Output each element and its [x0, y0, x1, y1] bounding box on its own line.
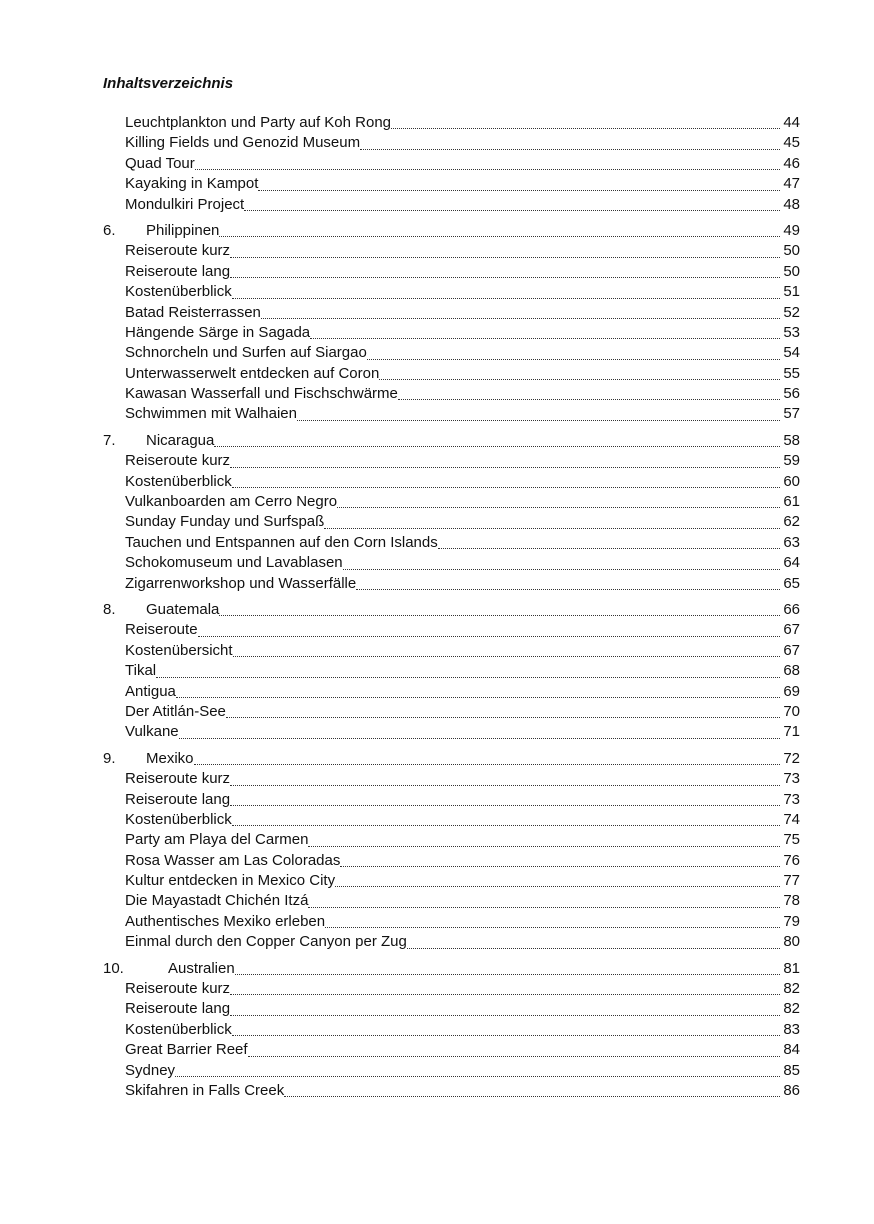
entry-title: Reiseroute kurz — [125, 770, 231, 788]
page-number: 62 — [783, 513, 800, 531]
entry-title: Kostenüberblick — [125, 472, 232, 490]
page-number: 59 — [783, 452, 800, 470]
page-number: 69 — [783, 682, 800, 700]
dot-leader — [324, 512, 780, 528]
entry-title: Kostenüberblick — [125, 1020, 232, 1038]
dot-leader — [230, 262, 780, 278]
page-number: 64 — [783, 554, 800, 572]
dot-leader — [230, 451, 780, 467]
entry-title: Kayaking in Kampot — [125, 175, 259, 193]
toc-section — [0, 600, 874, 743]
page-number: 68 — [783, 662, 800, 680]
toc-entry[interactable] — [125, 979, 800, 999]
page-number: 67 — [783, 621, 800, 639]
toc-entry[interactable] — [125, 492, 800, 512]
toc-chapter-entry[interactable] — [103, 749, 800, 769]
toc-entry[interactable] — [125, 174, 800, 194]
chapter-title: Nicaragua — [146, 431, 215, 449]
page-number: 72 — [783, 749, 800, 767]
page-number: 54 — [783, 344, 800, 362]
page-number: 74 — [783, 810, 800, 828]
dot-leader — [325, 912, 780, 928]
dot-leader — [438, 533, 780, 549]
entry-title: Unterwasserwelt entdecken auf Coron — [125, 364, 380, 382]
entry-title: Authentisches Mexiko erleben — [125, 912, 326, 930]
dot-leader — [230, 999, 780, 1015]
toc-section — [0, 221, 874, 425]
dot-leader — [175, 1061, 780, 1077]
dot-leader — [367, 343, 780, 359]
dot-leader — [284, 1081, 780, 1097]
page-number: 63 — [783, 533, 800, 551]
chapter-number: 6. — [103, 221, 116, 239]
entry-title: Reiseroute — [125, 621, 198, 639]
dot-leader — [343, 553, 780, 569]
toc-entry[interactable] — [125, 999, 800, 1019]
toc-entry[interactable] — [125, 1020, 800, 1040]
toc-entry[interactable] — [125, 303, 800, 323]
toc-entry[interactable] — [125, 262, 800, 282]
toc-entry[interactable] — [125, 451, 800, 471]
toc-entry[interactable] — [125, 790, 800, 810]
page-number: 82 — [783, 980, 800, 998]
toc-entry[interactable] — [125, 769, 800, 789]
toc-entry[interactable] — [125, 343, 800, 363]
toc-chapter-entry[interactable] — [103, 221, 800, 241]
toc-entry[interactable] — [125, 851, 800, 871]
toc-entry[interactable] — [125, 682, 800, 702]
page-number: 82 — [783, 1000, 800, 1018]
page-number: 56 — [783, 385, 800, 403]
dot-leader — [244, 195, 780, 211]
page-number: 78 — [783, 892, 800, 910]
toc-entry[interactable] — [125, 384, 800, 404]
toc-entry[interactable] — [125, 241, 800, 261]
dot-leader — [198, 620, 780, 636]
page-number: 61 — [783, 493, 800, 511]
dot-leader — [219, 600, 780, 616]
page-number: 66 — [783, 600, 800, 618]
entry-title: Vulkanboarden am Cerro Negro — [125, 493, 338, 511]
dot-leader — [230, 979, 780, 995]
page-number: 71 — [783, 723, 800, 741]
entry-title: Antigua — [125, 682, 176, 700]
page-number: 50 — [783, 262, 800, 280]
dot-leader — [232, 1020, 780, 1036]
page-number: 55 — [783, 364, 800, 382]
entry-title: Rosa Wasser am Las Coloradas — [125, 851, 341, 869]
toc-chapter-entry[interactable] — [103, 431, 800, 451]
toc-heading: Inhaltsverzeichnis — [103, 75, 234, 92]
toc-entry[interactable] — [125, 661, 800, 681]
chapter-title: Australien — [168, 959, 235, 977]
chapter-number: 10. — [103, 959, 124, 977]
toc-entry[interactable] — [125, 891, 800, 911]
toc-entry[interactable] — [125, 553, 800, 573]
entry-title: Kostenüberblick — [125, 810, 232, 828]
dot-leader — [308, 830, 780, 846]
toc-entry[interactable] — [125, 1081, 800, 1101]
toc-entry[interactable] — [125, 154, 800, 174]
toc-section — [0, 749, 874, 953]
chapter-number: 9. — [103, 749, 116, 767]
toc-entry[interactable] — [125, 574, 800, 594]
dot-leader — [360, 133, 780, 149]
entry-title: Tauchen und Entspannen auf den Corn Islands — [125, 533, 438, 551]
toc-chapter-entry[interactable] — [103, 959, 800, 979]
dot-leader — [219, 221, 780, 237]
dot-leader — [156, 661, 780, 677]
entry-title: Einmal durch den Copper Canyon per Zug — [125, 933, 407, 951]
page-number: 49 — [783, 221, 800, 239]
entry-title: Reiseroute kurz — [125, 242, 231, 260]
toc-entry[interactable] — [125, 641, 800, 661]
toc-entry[interactable] — [125, 323, 800, 343]
dot-leader — [391, 113, 780, 129]
entry-title: Quad Tour — [125, 154, 195, 172]
page-number: 60 — [783, 472, 800, 490]
entry-title: Reiseroute kurz — [125, 980, 231, 998]
dot-leader — [232, 810, 780, 826]
dot-leader — [297, 404, 780, 420]
toc-entry[interactable] — [125, 1040, 800, 1060]
entry-title: Kawasan Wasserfall und Fischschwärme — [125, 385, 398, 403]
page-number: 73 — [783, 790, 800, 808]
dot-leader — [214, 431, 780, 447]
dot-leader — [340, 851, 780, 867]
dot-leader — [407, 932, 780, 948]
entry-title: Zigarrenworkshop und Wasserfälle — [125, 574, 357, 592]
toc-section — [0, 959, 874, 1102]
entry-title: Schnorcheln und Surfen auf Siargao — [125, 344, 367, 362]
toc-entry[interactable] — [125, 282, 800, 302]
toc-entry[interactable] — [125, 512, 800, 532]
entry-title: Reiseroute lang — [125, 262, 231, 280]
page-number: 50 — [783, 242, 800, 260]
dot-leader — [261, 303, 780, 319]
page-number: 73 — [783, 770, 800, 788]
entry-title: Tikal — [125, 662, 157, 680]
toc-entry[interactable] — [125, 404, 800, 424]
table-of-contents — [0, 113, 874, 1101]
entry-title: Kostenüberblick — [125, 283, 232, 301]
page-number: 45 — [783, 134, 800, 152]
dot-leader — [398, 384, 780, 400]
page-number: 65 — [783, 574, 800, 592]
entry-title: Party am Playa del Carmen — [125, 831, 309, 849]
page-number: 52 — [783, 303, 800, 321]
entry-title: Kostenübersicht — [125, 641, 233, 659]
page-number: 85 — [783, 1061, 800, 1079]
toc-entry[interactable] — [125, 932, 800, 952]
chapter-number: 8. — [103, 600, 116, 618]
dot-leader — [233, 641, 780, 657]
toc-entry[interactable] — [125, 620, 800, 640]
dot-leader — [248, 1040, 780, 1056]
page-number: 53 — [783, 323, 800, 341]
entry-title: Skifahren in Falls Creek — [125, 1081, 285, 1099]
dot-leader — [230, 241, 780, 257]
dot-leader — [230, 769, 780, 785]
toc-entry[interactable] — [125, 810, 800, 830]
toc-entry[interactable] — [125, 533, 800, 553]
page-number: 76 — [783, 851, 800, 869]
dot-leader — [308, 891, 780, 907]
entry-title: Sunday Funday und Surfspaß — [125, 513, 325, 531]
dot-leader — [226, 702, 780, 718]
dot-leader — [232, 282, 780, 298]
toc-entry[interactable] — [125, 472, 800, 492]
page-number: 57 — [783, 405, 800, 423]
page-number: 46 — [783, 154, 800, 172]
chapter-title: Mexiko — [146, 749, 194, 767]
page-number: 84 — [783, 1041, 800, 1059]
dot-leader — [179, 722, 780, 738]
toc-entry[interactable] — [125, 830, 800, 850]
toc-entry[interactable] — [125, 1061, 800, 1081]
dot-leader — [356, 574, 780, 590]
entry-title: Hängende Särge in Sagada — [125, 323, 311, 341]
page-number: 79 — [783, 912, 800, 930]
page-number: 86 — [783, 1081, 800, 1099]
page-number: 51 — [783, 283, 800, 301]
entry-title: Reiseroute kurz — [125, 452, 231, 470]
dot-leader — [335, 871, 780, 887]
entry-title: Kultur entdecken in Mexico City — [125, 872, 336, 890]
entry-title: Vulkane — [125, 723, 179, 741]
page-number: 70 — [783, 702, 800, 720]
dot-leader — [379, 364, 780, 380]
toc-entry[interactable] — [125, 133, 800, 153]
entry-title: Reiseroute lang — [125, 790, 231, 808]
entry-title: Reiseroute lang — [125, 1000, 231, 1018]
toc-section — [0, 431, 874, 594]
toc-entry[interactable] — [125, 912, 800, 932]
toc-section — [0, 113, 874, 215]
dot-leader — [195, 154, 780, 170]
page-number: 67 — [783, 641, 800, 659]
chapter-title: Philippinen — [146, 221, 220, 239]
dot-leader — [230, 790, 780, 806]
page-number: 80 — [783, 933, 800, 951]
toc-entry[interactable] — [125, 871, 800, 891]
entry-title: Batad Reisterrassen — [125, 303, 261, 321]
chapter-title: Guatemala — [146, 600, 220, 618]
dot-leader — [176, 682, 780, 698]
page-number: 47 — [783, 175, 800, 193]
toc-chapter-entry[interactable] — [103, 600, 800, 620]
entry-title: Sydney — [125, 1061, 176, 1079]
entry-title: Die Mayastadt Chichén Itzá — [125, 892, 309, 910]
chapter-number: 7. — [103, 431, 116, 449]
entry-title: Der Atitlán-See — [125, 702, 226, 720]
entry-title: Killing Fields und Genozid Museum — [125, 134, 361, 152]
dot-leader — [258, 174, 780, 190]
toc-entry[interactable] — [125, 702, 800, 722]
page-number: 44 — [783, 114, 800, 131]
dot-leader — [310, 323, 780, 339]
page-number: 77 — [783, 872, 800, 890]
toc-entry[interactable] — [125, 364, 800, 384]
entry-title: Schwimmen mit Walhaien — [125, 405, 297, 423]
dot-leader — [232, 472, 780, 488]
entry-title: Schokomuseum und Lavablasen — [125, 554, 343, 572]
toc-entry[interactable] — [125, 113, 800, 133]
page-number: 81 — [783, 959, 800, 977]
entry-title: Mondulkiri Project — [125, 195, 245, 213]
toc-entry[interactable] — [125, 722, 800, 742]
dot-leader — [337, 492, 780, 508]
page-number: 58 — [783, 431, 800, 449]
entry-title: Great Barrier Reef — [125, 1041, 248, 1059]
page-number: 83 — [783, 1020, 800, 1038]
dot-leader — [194, 749, 780, 765]
page-number: 75 — [783, 831, 800, 849]
entry-title: Leuchtplankton und Party auf Koh Rong — [125, 114, 392, 131]
dot-leader — [235, 959, 780, 975]
toc-entry[interactable] — [125, 195, 800, 215]
page-number: 48 — [783, 195, 800, 213]
